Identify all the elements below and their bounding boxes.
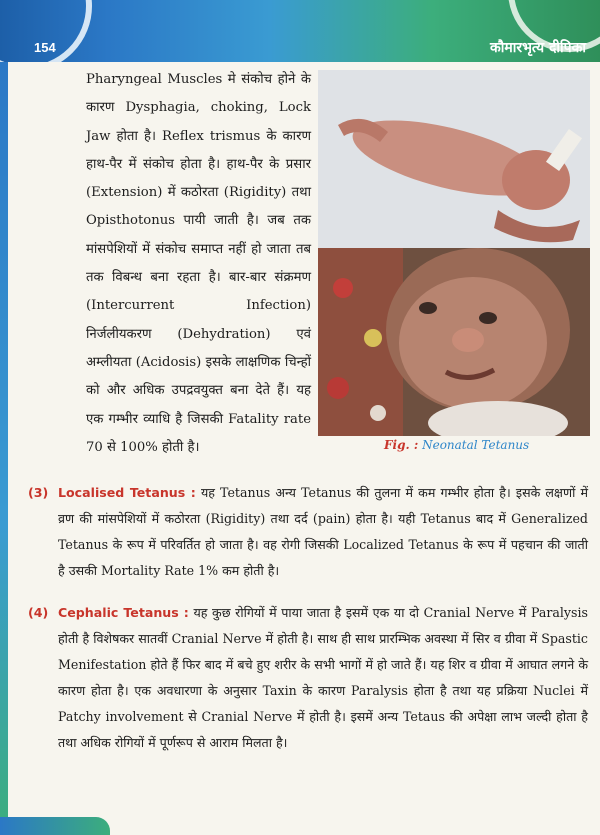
figure-caption — [384, 438, 529, 452]
page-header — [0, 0, 600, 62]
section-heading: Localised Tetanus : — [58, 485, 196, 500]
section-number: (3) — [28, 485, 49, 500]
section-text: यह Tetanus अन्य Tetanus की तुलना में कम गम्भीर होता है। इसके लक्षणों में व्रण की मांसपेशियों में कठोरता (Rigidity) तथा दर्द (pain) होता है। यही Tetanus बाद में Generalized Tetanus के रूप में परिवर्तित हो जाता है। वह रोगी जिसकी Localized Tetanus के रूप में पहचान की जाती है उसकी Mortality Rate 1% कम होती है। — [58, 485, 588, 578]
photo-illustration — [318, 70, 590, 248]
intro-paragraph: Pharyngeal Muscles मे संकोच होने के कारण Dysphagia, choking, Lock Jaw होता है। Reflex trismus के कारण हाथ-पैर में संकोच होता है। हाथ-पैर के प्रसार (Extension) में कठोरता (Rigidity) तथा Opisthotonus पायी जाती है। जब तक मांसपेशियों में संकोच समाप्त नहीं हो जाता तब तक विबन्ध बना रहता है। बार-बार संक्रमण (Intercurrent Infection) निर्जलीयकरण (Dehydration) एवं अम्लीयता (Acidosis) इसके लाक्षणिक चिन्हों को और अधिक उपद्रवयुक्त बना देते हैं। यह एक गम्भीर व्याधि है जिसकी Fatality rate 70 से 100% होती है। — [86, 72, 311, 455]
neonatal-tetanus-photo-face — [318, 248, 590, 436]
section-localised-tetanus — [28, 480, 588, 584]
photo-illustration — [318, 248, 590, 436]
section-heading: Cephalic Tetanus : — [58, 605, 189, 620]
figure-label: Fig. : — [384, 438, 419, 452]
book-title: कौमारभृत्य दीपिका — [489, 40, 586, 56]
figure-caption-text: Neonatal Tetanus — [422, 438, 530, 452]
page-number: 154 — [34, 40, 56, 55]
section-paragraph — [58, 600, 588, 756]
figure — [318, 70, 590, 436]
section-cephalic-tetanus — [28, 600, 588, 756]
neonatal-tetanus-photo-opisthotonus — [318, 70, 590, 248]
section-text: यह कुछ रोगियों में पाया जाता है इसमें एक या दो Cranial Nerve में Paralysis होती है विशेषकर सातवीं Cranial Nerve में होती है। साथ ही साथ प्रारम्भिक अवस्था में सिर व ग्रीवा में Spastic Menifestation होते हैं फिर बाद में बचे हुए शरीर के सभी भागों में हो जाते हैं। यह शिर व ग्रीवा में आघात लगने के कारण होता है। एक अवधारणा के अनुसार Taxin के कारण Paralysis होता है तथा यह प्रक्रिया Nuclei में Patchy involvement से Cranial Nerve में होती है। इसमें अन्य Tetaus की अपेक्षा लाभ जल्दी होता है तथा अधिक रोगियों में पूर्णरूप से आराम मिलता है। — [58, 605, 588, 750]
bottom-decoration — [0, 817, 110, 835]
side-decoration — [0, 62, 8, 835]
section-paragraph — [58, 480, 588, 584]
section-number: (4) — [28, 605, 49, 620]
